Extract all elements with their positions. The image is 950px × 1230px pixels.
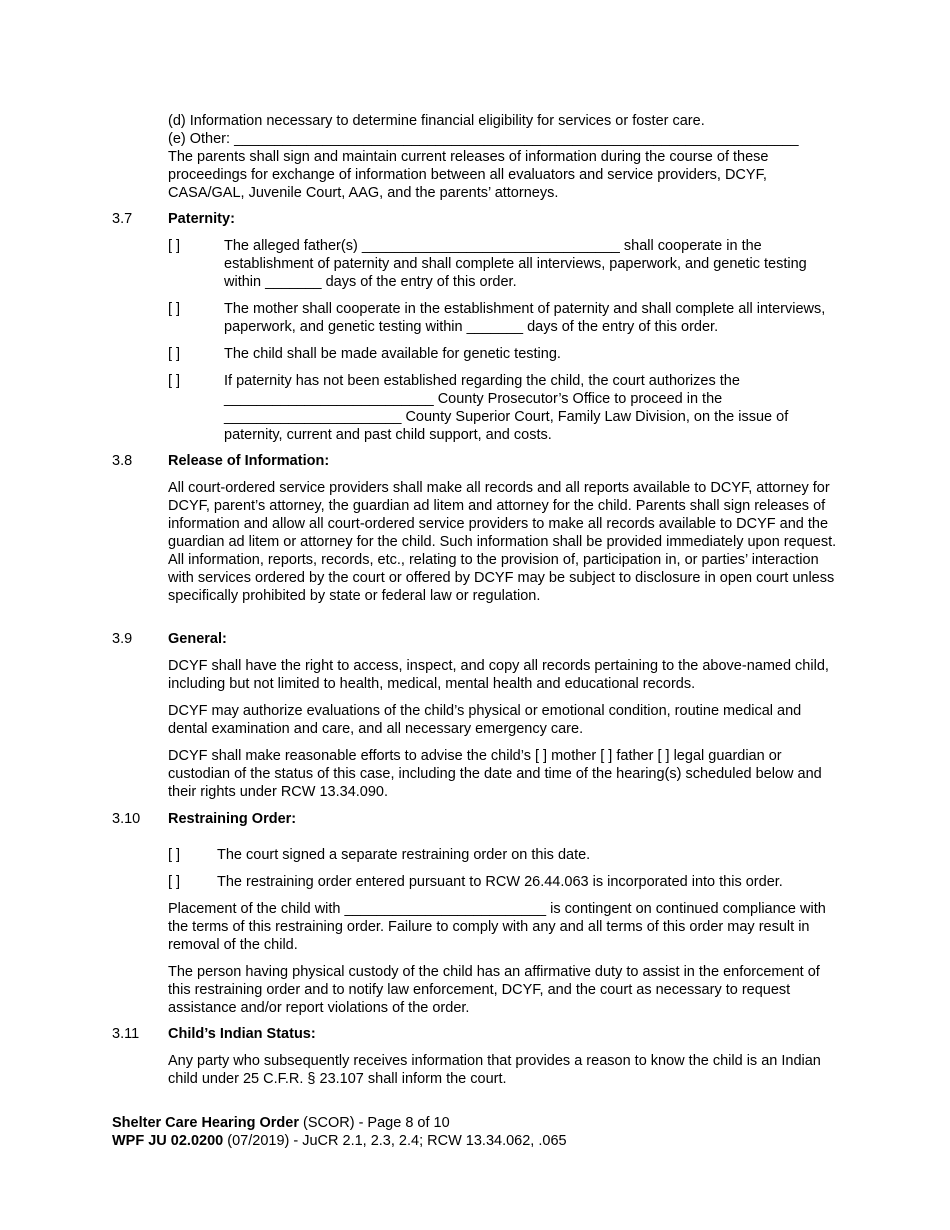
section-indian-status — [112, 1025, 842, 1097]
page-number: (SCOR) - Page 8 of 10 — [298, 1115, 450, 1131]
checkbox-item: [ ] The child shall be made available for genetic testing. — [168, 346, 561, 362]
section-restraining-order: 3.10 Restraining Order: [ ] The court signed a separate restraining order on this date. [ ] The restraining order entered pursuant to RCW 26.44.063 is incorporated into this order. Placement of the child with _________________________ is contingent on continued compliance with the terms of this restraining order. Failure to comply with any and all terms of this order may result in removal of the child. The person having physical custody of the child has an affirmative duty to assist in the enforcement of this restraining order and to notify law enforcement, DCYF, and the court as necessary to request assistance and/or report violations of the order. — [112, 810, 842, 1026]
checkbox-item: [ ] If paternity has not been established regarding the child, the court authorizes the __________________________ County Prosecutor’s Office to proceed in the ______________________ County Superior Court, Family Law Division, on the issue of paternity, current and past child support, and costs. — [168, 373, 789, 443]
general-paragraph: DCYF shall make reasonable efforts to advise the child’s [ ] mother [ ] father [ ] legal guardian or custodian of the status of this case, including the date and time of the hearing(s) scheduled below and their rights under RCW 13.34.090. — [168, 748, 822, 800]
indian-status-paragraph: Any party who subsequently receives information that provides a reason to know the child is an Indian child under 25 C.F.R. § 23.107 shall inform the court. — [168, 1053, 821, 1087]
checkbox-item: [ ] The court signed a separate restraining order on this date. — [168, 847, 591, 863]
checkbox[interactable]: [ ] — [168, 301, 181, 317]
placement-paragraph: Placement of the child with _________________________ is contingent on continued compliance with the terms of this restraining order. Failure to comply with any and all terms of this order may result in removal of the child. — [168, 901, 826, 953]
section-number: 3.9 — [112, 631, 133, 647]
section-number: 3.11 — [112, 1026, 140, 1042]
checkbox-item: [ ] The mother shall cooperate in the establishment of paternity and shall complete all interviews, paperwork, and genetic testing within _______ days of the entry of this order. — [168, 301, 826, 335]
section-number: 3.7 — [112, 211, 133, 227]
form-id: WPF JU 02.0200 — [112, 1133, 224, 1149]
section-number: 3.10 — [112, 811, 141, 827]
custody-paragraph: The person having physical custody of the child has an affirmative duty to assist in the enforcement of this restraining order and to notify law enforcement, DCYF, and the court as necessary to request assistance and/or report violations of the order. — [168, 964, 820, 1016]
general-paragraph: DCYF shall have the right to access, inspect, and copy all records pertaining to the above-named child, including but not limited to health, medical, mental health and educational records. — [168, 658, 829, 692]
section-number: 3.8 — [112, 453, 133, 469]
item-e-other: (e) Other: ______________________________________________________________________ — [168, 131, 799, 147]
section-title: Restraining Order — [168, 811, 292, 827]
releases-continuation — [168, 112, 840, 202]
general-paragraph: DCYF may authorize evaluations of the child’s physical or emotional condition, routine medical and dental examination and care, and all necessary emergency care. — [168, 703, 802, 737]
checkbox-item: [ ] The alleged father(s) ________________________________ shall cooperate in the establishment of paternity and shall complete all interviews, paperwork, and genetic testing within _______ days of the entry of this order. — [168, 238, 807, 290]
releases-paragraph: The parents shall sign and maintain current releases of information during the course of these proceedings for exchange of information between all evaluators and service providers, DCYF, CASA/GAL, Juvenile Court, AAG, and the parents’ attorneys. — [168, 149, 769, 201]
release-paragraph: All court-ordered service providers shall make all records and all reports available to DCYF, attorney for DCYF, parent’s attorney, the guardian ad litem and attorney for the child. Parents shall sign releases of information and allow all court-ordered service providers to make all records available to DCYF and the guardian ad litem or attorney for the child. Such information shall be provided immediately upon request. All information, reports, records, etc., relating to the provision of, participation in, or parties’ interaction with services ordered by the court or offered by DCYF may be subject to disclosure in open court unless specifically prohibited by state or federal law or regulation. — [168, 480, 837, 604]
checkbox[interactable]: [ ] — [168, 373, 181, 389]
section-general: 3.9 General: DCYF shall have the right to access, inspect, and copy all records pertaining to the above-named child, including but not limited to health, medical, mental health and educational records. DCYF may authorize evaluations of the child’s physical or emotional condition, routine medical and dental examination and care, and all necessary emergency care. DCYF shall make reasonable efforts to advise the child’s [ ] mother [ ] father [ ] legal guardian or custodian of the status of this case, including the date and time of the hearing(s) scheduled below and their rights under RCW 13.34.090. — [112, 630, 842, 810]
checkbox[interactable]: [ ] — [168, 238, 181, 254]
section-release-of-information: 3.8 Release of Information: All court-ordered service providers shall make all records and all reports available to DCYF, attorney for DCYF, parent’s attorney, the guardian ad litem and attorney for the child. Parents shall sign releases of information and allow all court-ordered service providers to make all records available to DCYF and the guardian ad litem or attorney for the child. Such information shall be provided immediately upon request. All information, reports, records, etc., relating to the provision of, participation in, or parties’ interaction with services ordered by the court or offered by DCYF may be subject to disclosure in open court unless specifically prohibited by state or federal law or regulation. — [112, 452, 842, 614]
checkbox[interactable]: [ ] — [168, 346, 181, 362]
footer-reference-line — [112, 1132, 842, 1150]
checkbox[interactable]: [ ] — [168, 874, 181, 890]
section-title: Paternity — [168, 211, 231, 227]
section-title: Release of Information — [168, 453, 325, 469]
form-name: Shelter Care Hearing Order — [112, 1115, 299, 1131]
item-d: (d) Information necessary to determine financial eligibility for services or foster care. — [168, 113, 705, 129]
form-reference: (07/2019) - JuCR 2.1, 2.3, 2.4; RCW 13.34.062, .065 — [223, 1133, 567, 1149]
footer-form-line — [112, 1114, 842, 1132]
section-title: General — [168, 631, 222, 647]
checkbox[interactable]: [ ] — [168, 847, 181, 863]
checkbox-item: [ ] The restraining order entered pursuant to RCW 26.44.063 is incorporated into this order. — [168, 874, 783, 890]
page-footer — [112, 1114, 842, 1150]
section-paternity: 3.7 Paternity: [ ] The alleged father(s) ________________________________ shall cooperate in the establishment of paternity and shall complete all interviews, paperwork, and genetic testing within _______ days of the entry of this order. [ ] The mother shall cooperate in the establishment of paternity and shall complete all interviews, paperwork, and genetic testing within _______ days of the entry of this order. [ ] The child shall be made available for genetic testing. [ ] If paternity has not been established regarding the child, the court authorizes the __________________________ County Prosecutor’s Office to proceed in the ______________________ County Superior Court, Family Law Division, on the issue of paternity, current and past child support, and costs. — [112, 210, 842, 453]
section-title: Child’s Indian Status: — [168, 1026, 316, 1042]
